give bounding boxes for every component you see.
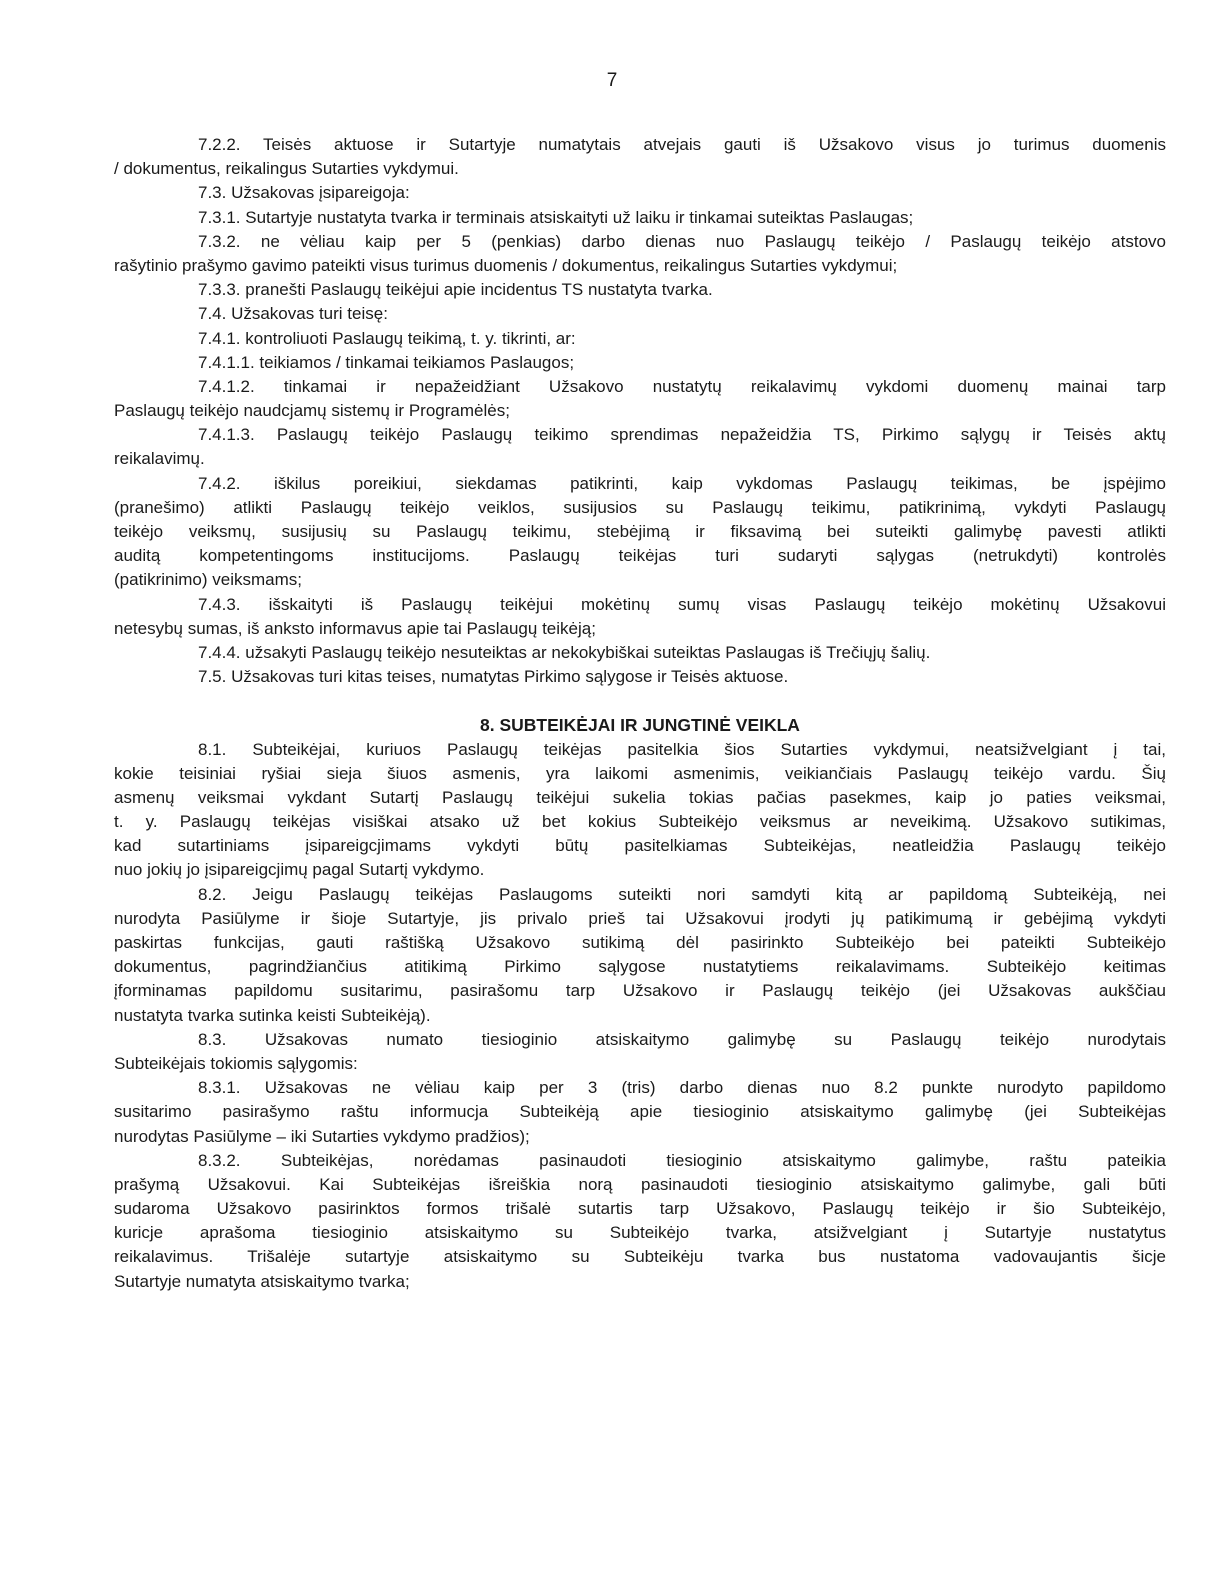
clause-line: t. y. Paslaugų teikėjas visiškai atsako už bet kokius Subteikėjo veiksmus ar neveikimą. Užsakovo sutikimas, — [114, 812, 1166, 832]
clause-line: (patikrinimo) veiksmams; — [114, 570, 302, 590]
clause-line: teikėjo veiksmų, susijusių su Paslaugų teikimu, stebėjimą ir fiksavimą bei suteikti galimybę pavesti atlikti — [114, 522, 1166, 541]
clause-7-4-4 — [114, 641, 1166, 665]
clause-line: asmenų veiksmai vykdant Sutartį Paslaugų teikėjui sukelia tokias pačias pasekmes, kaip jo paties veiksmai, — [114, 787, 1166, 807]
clause-7-3-1 — [114, 206, 1166, 230]
clause-line: nustatyta tvarka sutinka keisti Subteikėją). — [114, 1005, 431, 1025]
clause-line: 8.3. Užsakovas numato tiesioginio atsiskaitymo galimybę su Paslaugų teikėjo nurodytais — [198, 1029, 1166, 1049]
clause-line: prašymą Užsakovui. Kai Subteikėjas išreiškia norą pasinaudoti tiesioginio atsiskaitymo galimybe, gali būti — [114, 1174, 1166, 1194]
clause-line: (pranešimo) atlikti Paslaugų teikėjo veiklos, susijusios su Paslaugų teikimu, patikrinimą, vykdyti Paslaugų — [114, 497, 1166, 517]
clause-7-4-2 — [114, 472, 1166, 593]
clause-line: kad sutartiniams įsipareigcjimams vykdyti būtų pasitelkiamas Subteikėjas, neatleidžia Paslaugų teikėjo — [114, 836, 1166, 856]
clause-line: susitarimo pasirašymo raštu informucja Subteikėją apie tiesioginio atsiskaitymo galimybę (jei Subteikėjas — [114, 1102, 1166, 1122]
section-7-clauses — [114, 133, 1166, 689]
clause-line: 7.4. Užsakovas turi teisę: — [198, 304, 388, 324]
clause-line: dokumentus, pagrindžiančius atitikimą Pirkimo sąlygose nustatytiems reikalavimams. Subteikėjo keitimas — [114, 957, 1166, 977]
clause-line: 7.4.1. kontroliuoti Paslaugų teikimą, t. y. tikrinti, ar: — [198, 328, 576, 348]
clause-line: nurodytas Pasiūlyme – iki Sutarties vykdymo pradžios); — [114, 1126, 530, 1146]
clause-7-4-3 — [114, 593, 1166, 641]
clause-line: nurodyta Pasiūlyme ir šioje Sutartyje, jis privalo prieš tai Užsakovui įrodyti jų patikimumą ir gebėjimą vykdyti — [114, 908, 1166, 928]
clause-line: 7.5. Užsakovas turi kitas teises, numatytas Pirkimo sąlygose ir Teisės aktuose. — [198, 667, 789, 687]
clause-line: kuricje aprašoma tiesioginio atsiskaitymo su Subteikėjo tvarka, atsižvelgiant į Sutartyje nustatytus — [114, 1223, 1166, 1243]
page-number: 7 — [606, 70, 618, 91]
clause-line: 8.3.1. Užsakovas ne vėliau kaip per 3 (tris) darbo dienas nuo 8.2 punkte nurodyto papildomo — [198, 1078, 1166, 1098]
section-8-heading: 8. SUBTEIKĖJAI IR JUNGTINĖ VEIKLA — [480, 715, 800, 736]
clause-line: reikalavimus. Trišalėje sutartyje atsiskaitymo su Subteikėju tvarka bus nustatoma vadovaujantis šicje — [114, 1247, 1166, 1267]
clause-line: 7.3.3. pranešti Paslaugų teikėjui apie incidentus TS nustatyta tvarka. — [198, 280, 713, 300]
clause-8-1 — [114, 738, 1166, 883]
clause-line: Sutartyje numatyta atsiskaitymo tvarka; — [114, 1271, 410, 1291]
document-body — [114, 133, 1166, 1294]
clause-7-4-1 — [114, 327, 1166, 351]
clause-line: sudaroma Užsakovo pasirinktos formos trišalė sutartis tarp Užsakovo, Paslaugų teikėjo ir šio Subteikėjo, — [114, 1199, 1166, 1219]
clause-line: 7.4.1.2. tinkamai ir nepažeidžiant Užsakovo nustatytų reikalavimų vykdomi duomenų mainai tarp — [198, 376, 1166, 396]
clause-line: 7.4.4. užsakyti Paslaugų teikėjo nesuteiktas ar nekokybiškai suteiktas Paslaugas iš Trečiųjų šalių. — [198, 642, 931, 662]
clause-line: Paslaugų teikėjo naudcjamų sistemų ir Programėlės; — [114, 401, 510, 421]
clause-8-3-2 — [114, 1149, 1166, 1294]
clause-line: rašytinio prašymo gavimo pateikti visus turimus duomenis / dokumentus, reikalingus Sutarties vykdymui; — [114, 255, 898, 275]
clause-line: 8.2. Jeigu Paslaugų teikėjas Paslaugoms suteikti nori samdyti kitą ar papildomą Subteikėją, nei — [198, 884, 1166, 904]
clause-line: 7.4.2. iškilus poreikiui, siekdamas patikrinti, kaip vykdomas Paslaugų teikimas, be įspėjimo — [198, 473, 1166, 493]
section-8-clauses — [114, 738, 1166, 1294]
clause-line: auditą kompetentingoms institucijoms. Paslaugų teikėjas turi sudaryti sąlygas (netrukdyti) kontrolės — [114, 546, 1166, 566]
clause-8-3 — [114, 1028, 1166, 1076]
clause-7-2-2 — [114, 133, 1166, 181]
clause-line: kokie teisiniai ryšiai sieja šiuos asmenis, yra laikomi asmenimis, veikiančiais Paslaugų teikėjo vardu. Šių — [114, 763, 1166, 783]
clause-7-4-1-2 — [114, 375, 1166, 423]
clause-line: 7.2.2. Teisės aktuose ir Sutartyje numatytais atvejais gauti iš Užsakovo visus jo turimus duomenis — [198, 135, 1166, 154]
clause-7-3-3 — [114, 278, 1166, 302]
clause-7-3 — [114, 181, 1166, 205]
clause-line: 7.3.2. ne vėliau kaip per 5 (penkias) darbo dienas nuo Paslaugų teikėjo / Paslaugų teikėjo atstovo — [198, 231, 1166, 251]
clause-line: / dokumentus, reikalingus Sutarties vykdymui. — [114, 159, 459, 179]
clause-line: įforminamas papildomu susitarimu, pasirašomu tarp Užsakovo ir Paslaugų teikėjo (jei Užsakovas aukščiau — [114, 981, 1166, 1001]
clause-7-4-1-3 — [114, 423, 1166, 471]
clause-7-5 — [114, 665, 1166, 689]
clause-line: paskirtas funkcijas, gauti raštišką Užsakovo sutikimą dėl pasirinkto Subteikėjo bei pateikti Subteikėjo — [114, 933, 1166, 952]
clause-line: nuo jokių jo įsipareigcjimų pagal Sutartį vykdymo. — [114, 860, 485, 880]
clause-line: Subteikėjais tokiomis sąlygomis: — [114, 1053, 358, 1073]
clause-line: 7.4.1.1. teikiamos / tinkamai teikiamos Paslaugos; — [198, 352, 575, 372]
clause-8-2 — [114, 883, 1166, 1028]
clause-line: 8.1. Subteikėjai, kuriuos Paslaugų teikėjas pasitelkia šios Sutarties vykdymui, neatsižvelgiant į tai, — [198, 739, 1166, 759]
clause-line: 7.3. Užsakovas įsipareigoja: — [198, 183, 410, 203]
clause-line: reikalavimų. — [114, 449, 205, 469]
clause-8-3-1 — [114, 1076, 1166, 1149]
clause-line: 7.4.1.3. Paslaugų teikėjo Paslaugų teikimo sprendimas nepažeidžia TS, Pirkimo sąlygų ir Teisės aktų — [198, 425, 1166, 445]
clause-line: 8.3.2. Subteikėjas, norėdamas pasinaudoti tiesioginio atsiskaitymo galimybe, raštu pateikia — [198, 1150, 1166, 1170]
clause-7-4 — [114, 302, 1166, 326]
clause-line: 7.4.3. išskaityti iš Paslaugų teikėjui mokėtinų sumų visas Paslaugų teikėjo mokėtinų Užsakovui — [198, 594, 1166, 614]
clause-line: 7.3.1. Sutartyje nustatyta tvarka ir terminais atsiskaityti už laiku ir tinkamai suteiktas Paslaugas; — [198, 207, 914, 227]
clause-line: netesybų sumas, iš anksto informavus apie tai Paslaugų teikėją; — [114, 618, 596, 638]
clause-7-3-2 — [114, 230, 1166, 278]
clause-7-4-1-1 — [114, 351, 1166, 375]
